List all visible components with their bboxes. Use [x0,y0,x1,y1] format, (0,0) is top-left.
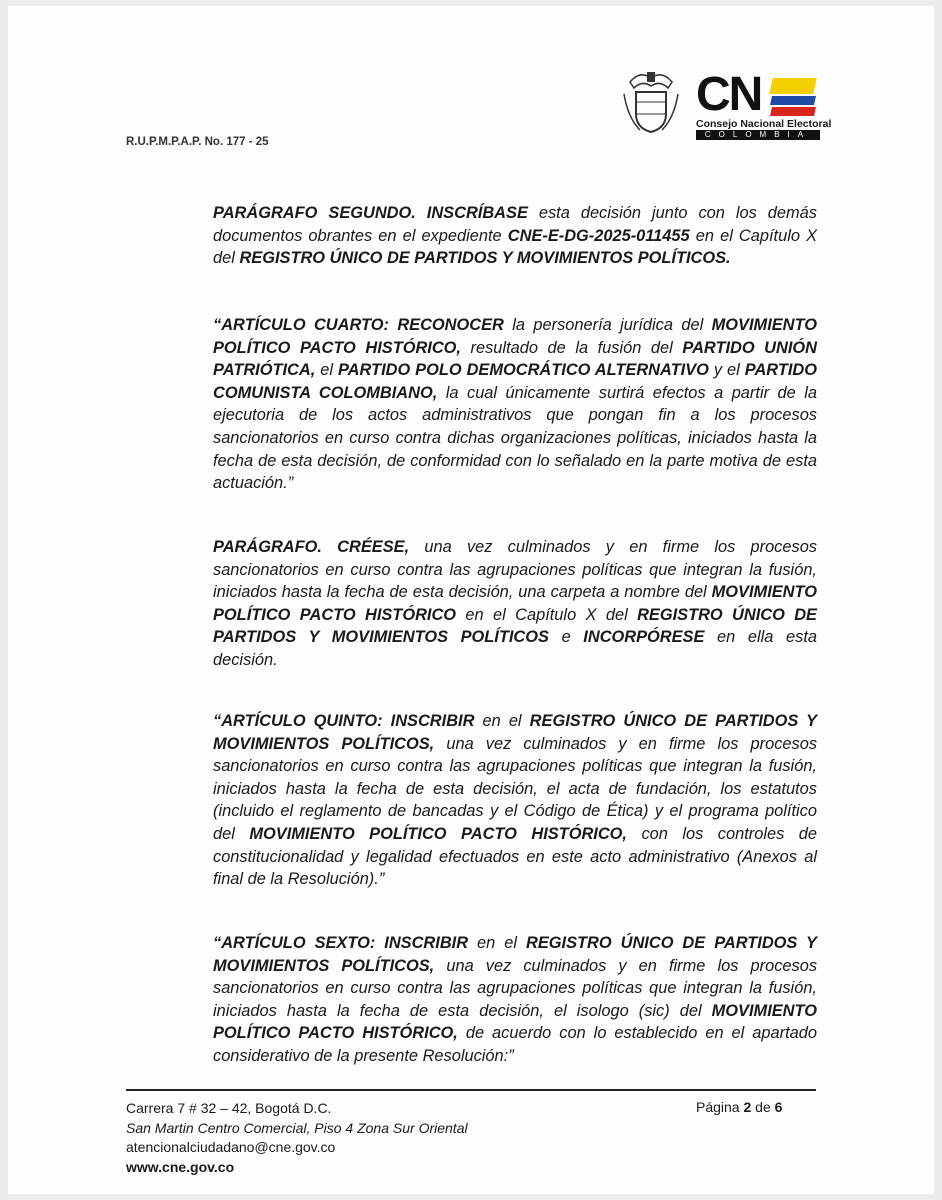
text-segment: en el Capítulo X del [456,605,638,624]
text-segment: en el Capítulo X del [213,226,818,268]
bold-text-segment: PARÁGRAFO SEGUNDO. INSCRÍBASE [213,204,528,222]
bold-text-segment: INCORPÓRESE [583,628,705,647]
paragraph-paragrafo [213,536,817,672]
text-segment: y el [708,361,745,380]
bold-text-segment: CNE-E-DG-2025-011455 [507,226,690,245]
footer-address: Carrera 7 # 32 – 42, Bogotá D.C. [126,1100,332,1116]
text-segment: la cual únicamente surtirá efectos a partir de la ejecutoria de los actos administrativos que pongan fin a los procesos sancionatorios en curso contra dichas organizaciones políticas, iniciados hasta la fecha de esta decisión, de conformidad con lo señalado en la parte motiva de esta actuación.” [213,383,817,493]
page-total: 6 [774,1099,783,1115]
page-label: Página [696,1099,740,1115]
bold-text-segment: REGISTRO ÚNICO DE PARTIDOS Y MOVIMIENTOS POLÍTICOS [213,605,817,647]
bold-text-segment: MOVIMIENTO POLÍTICO PACTO HISTÓRICO, [213,1001,817,1043]
bold-text-segment: PARTIDO POLO DEMOCRÁTICO ALTERNATIVO [337,361,709,380]
bold-text-segment: MOVIMIENTO POLÍTICO PACTO HISTÓRICO [213,583,817,624]
footer-contact [126,1099,468,1177]
bold-text-segment: REGISTRO ÚNICO DE PARTIDOS Y MOVIMIENTOS POLÍTICOS. [239,249,731,268]
text-segment: e [548,628,584,647]
text-segment: en el [474,712,530,730]
footer-divider [126,1089,816,1091]
bold-text-segment: “ARTÍCULO SEXTO: INSCRIBIR [213,934,469,952]
page-of: de [755,1099,771,1115]
text-segment: el [315,361,338,380]
colombia-flag-icon [771,78,815,118]
page-number [696,1099,782,1115]
text-segment: con los controles de constitucionalidad y legalidad efectuados en este acto administrativo (Anexos al final de la Resolución).” [213,824,817,889]
text-segment: una vez culminados y en firme los procesos sancionatorios en curso contra las agrupaciones políticas que integran la fusión, iniciados hasta la fecha de esta decisión, el acta de fundación, los estatutos (incluido el reglamento de bancadas y el Código de Ética) y el programa político del [213,734,818,843]
footer-website[interactable]: www.cne.gov.co [126,1158,235,1175]
footer-email[interactable]: atencionalciudadano@cne.gov.co [126,1139,336,1155]
bold-text-segment: REGISTRO ÚNICO DE PARTIDOS Y MOVIMIENTOS POLÍTICOS, [213,934,817,975]
paragraph-articulo-quinto [213,710,817,891]
page-current: 2 [743,1099,752,1115]
bold-text-segment: MOVIMIENTO POLÍTICO PACTO HISTÓRICO, [249,824,627,843]
text-segment: resultado de la fusión del [460,338,683,357]
cne-acronym: CN [696,68,762,121]
bold-text-segment: REGISTRO ÚNICO DE PARTIDOS Y MOVIMIENTOS POLÍTICOS, [213,712,818,753]
paragraph-articulo-sexto [213,932,817,1068]
bold-text-segment: PARTIDO UNIÓN PATRIÓTICA, [213,338,817,380]
cne-full-name: Consejo Nacional Electoral [696,118,832,130]
bold-text-segment: MOVIMIENTO POLÍTICO PACTO HISTÓRICO, [213,316,817,357]
text-segment: esta decisión junto con los demás documentos obrantes en el expediente [213,204,817,245]
colombia-coat-of-arms-icon [620,68,682,136]
bold-text-segment: PARTIDO COMUNISTA COLOMBIANO, [213,361,817,402]
paragraph-paragrafo-segundo [213,202,817,270]
text-segment: en el [468,934,527,952]
text-segment: una vez culminados y en firme los procesos sancionatorios en curso contra las agrupaciones políticas que integran la fusión, iniciados hasta la fecha de esta decisión, una carpeta a nombre del [213,538,818,602]
footer-building: San Martin Centro Comercial, Piso 4 Zona Sur Oriental [126,1119,468,1136]
cne-country: COLOMBIA [696,130,820,140]
bold-text-segment: “ARTÍCULO QUINTO: INSCRIBIR [213,712,475,730]
paragraph-articulo-cuarto [213,314,817,495]
text-segment: de acuerdo con lo establecido en el apartado considerativo de la presente Resolución:” [213,1024,817,1065]
text-segment: en ella esta decisión. [213,628,817,669]
text-segment: una vez culminados y en firme los procesos sancionatorios en curso contra las agrupaciones políticas que integran la fusión, iniciados hasta la fecha de esta decisión, el isologo (sic) del [213,956,818,1020]
bold-text-segment: PARÁGRAFO. CRÉESE, [213,538,410,556]
bold-text-segment: “ARTÍCULO CUARTO: RECONOCER [213,316,504,334]
document-page [8,6,934,1194]
text-segment: la personería jurídica del [503,316,712,334]
resolution-reference: R.U.P.M.P.A.P. No. 177 - 25 [126,136,269,148]
